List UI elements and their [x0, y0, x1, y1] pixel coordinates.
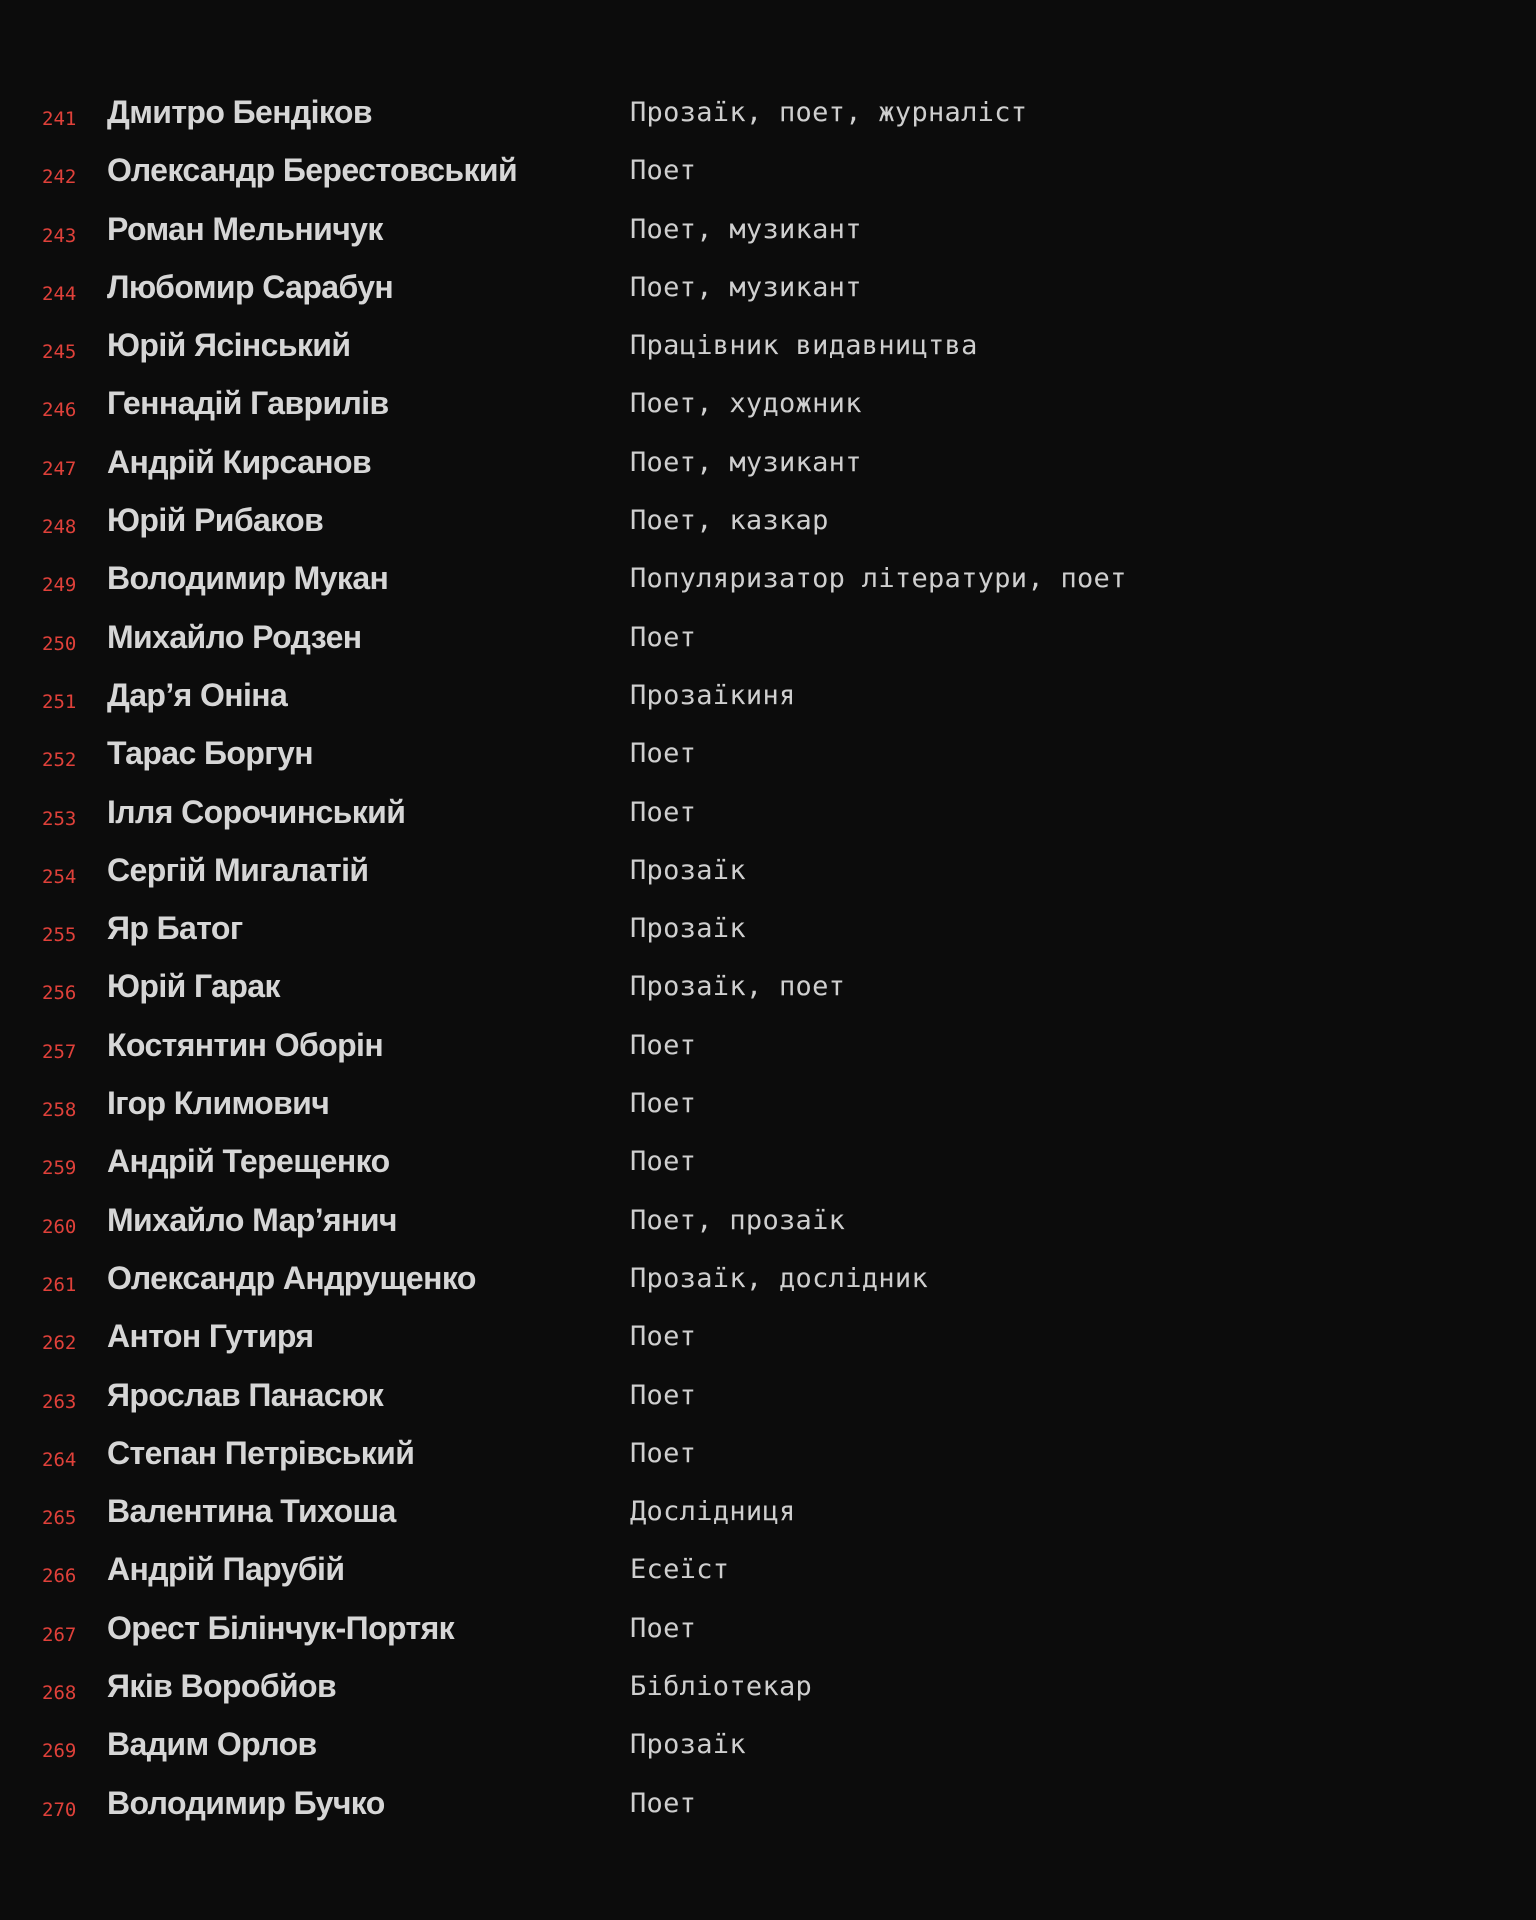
row-number: 270	[42, 1798, 77, 1821]
person-name: Дар’я Оніна	[107, 676, 288, 713]
person-role: Поет, музикант	[630, 446, 862, 478]
row-number: 262	[42, 1332, 77, 1355]
row-number: 242	[42, 166, 77, 189]
person-role: Поет	[630, 1029, 697, 1061]
list-item	[0, 322, 1536, 380]
person-role: Популяризатор літератури, поет	[630, 563, 1127, 595]
row-number: 261	[42, 1273, 77, 1296]
person-name: Андрій Кирсанов	[107, 443, 372, 480]
person-role: Поет, художник	[630, 388, 862, 420]
person-role: Поет	[630, 621, 697, 653]
list-item	[0, 439, 1536, 497]
person-role: Дослідниця	[630, 1496, 796, 1528]
person-name: Юрій Ясінський	[107, 327, 351, 364]
person-role: Поет	[630, 1787, 697, 1819]
person-role: Поет, музикант	[630, 213, 862, 245]
person-role: Поет	[630, 1379, 697, 1411]
list-item	[0, 89, 1536, 147]
person-name: Олександр Берестовський	[107, 152, 518, 189]
list-item	[0, 905, 1536, 963]
list-item	[0, 847, 1536, 905]
list-item	[0, 614, 1536, 672]
row-number: 260	[42, 1215, 77, 1238]
person-name: Орест Білінчук-Портяк	[107, 1609, 455, 1646]
person-name: Андрій Терещенко	[107, 1143, 390, 1180]
list-item	[0, 1022, 1536, 1080]
row-number: 266	[42, 1565, 77, 1588]
person-role: Бібліотекар	[630, 1671, 813, 1703]
row-number: 254	[42, 865, 77, 888]
row-number: 253	[42, 807, 77, 830]
person-role: Прозаїк	[630, 913, 746, 945]
list-item	[0, 963, 1536, 1021]
person-name: Юрій Рибаков	[107, 502, 324, 539]
row-number: 258	[42, 1099, 77, 1122]
person-name: Михайло Родзен	[107, 618, 362, 655]
person-name: Юрій Гарак	[107, 968, 280, 1005]
row-number: 268	[42, 1682, 77, 1705]
person-name: Любомир Сарабун	[107, 268, 394, 305]
list-item	[0, 1780, 1536, 1838]
person-role: Прозаїк, поет, журналіст	[630, 97, 1028, 128]
person-role: Прозаїк, поет	[630, 971, 846, 1003]
person-role: Поет, казкар	[630, 505, 829, 537]
row-number: 252	[42, 749, 77, 772]
person-name: Геннадій Гаврилів	[107, 385, 389, 422]
list-item	[0, 206, 1536, 264]
person-name: Олександр Андрущенко	[107, 1259, 476, 1296]
list-item	[0, 1721, 1536, 1779]
list-item	[0, 1663, 1536, 1721]
row-number: 244	[42, 282, 77, 305]
row-number: 248	[42, 516, 77, 539]
row-number: 264	[42, 1448, 77, 1471]
person-name: Сергій Мигалатій	[107, 851, 369, 888]
list-item	[0, 264, 1536, 322]
row-number: 245	[42, 341, 77, 364]
person-role: Есеїст	[630, 1554, 730, 1586]
row-number: 269	[42, 1740, 77, 1763]
list-item	[0, 1605, 1536, 1663]
list-item	[0, 1255, 1536, 1313]
person-name: Яків Воробйов	[107, 1668, 337, 1705]
row-number: 263	[42, 1390, 77, 1413]
row-number: 247	[42, 457, 77, 480]
person-name: Ігор Климович	[107, 1085, 330, 1122]
list-item	[0, 380, 1536, 438]
list-item	[0, 1080, 1536, 1138]
person-role: Поет	[630, 155, 697, 187]
row-number: 243	[42, 224, 77, 247]
row-number: 249	[42, 574, 77, 597]
person-name: Роман Мельничук	[107, 210, 383, 247]
person-role: Поет	[630, 1146, 697, 1178]
person-name: Володимир Мукан	[107, 560, 389, 597]
list-item	[0, 730, 1536, 788]
row-number: 259	[42, 1157, 77, 1180]
person-role: Поет	[630, 738, 697, 770]
person-name: Антон Гутиря	[107, 1318, 314, 1355]
person-role: Прозаїкиня	[630, 679, 796, 711]
person-name: Костянтин Оборін	[107, 1026, 384, 1063]
list-item	[0, 789, 1536, 847]
row-number: 246	[42, 399, 77, 422]
person-role: Поет, музикант	[630, 271, 862, 303]
person-name: Степан Петрівський	[107, 1434, 415, 1471]
row-number: 241	[42, 108, 77, 130]
person-name: Валентина Тихоша	[107, 1493, 396, 1530]
list-item	[0, 1488, 1536, 1546]
row-number: 255	[42, 924, 77, 947]
row-number: 257	[42, 1040, 77, 1063]
person-role: Поет	[630, 1088, 697, 1120]
person-role: Прозаїк, дослідник	[630, 1262, 928, 1294]
person-name: Ілля Сорочинський	[107, 793, 406, 830]
person-name: Вадим Орлов	[107, 1726, 317, 1763]
person-name: Михайло Мар’янич	[107, 1201, 397, 1238]
person-role: Поет	[630, 796, 697, 828]
person-role: Поет	[630, 1612, 697, 1644]
person-name: Дмитро Бендіков	[107, 94, 372, 130]
person-role: Прозаїк	[630, 854, 746, 886]
list-item	[0, 1430, 1536, 1488]
people-list	[0, 89, 1536, 1838]
person-name: Андрій Парубій	[107, 1551, 345, 1588]
row-number: 251	[42, 690, 77, 713]
list-item	[0, 497, 1536, 555]
person-role: Прозаїк	[630, 1729, 746, 1761]
person-role: Працівник видавництва	[630, 330, 978, 362]
person-name: Ярослав Панасюк	[107, 1376, 384, 1413]
list-item	[0, 1372, 1536, 1430]
list-item	[0, 1197, 1536, 1255]
list-item	[0, 1138, 1536, 1196]
row-number: 265	[42, 1507, 77, 1530]
person-role: Поет	[630, 1437, 697, 1469]
person-name: Яр Батог	[107, 910, 243, 947]
list-item	[0, 147, 1536, 205]
row-number: 250	[42, 632, 77, 655]
row-number: 256	[42, 982, 77, 1005]
list-item	[0, 1546, 1536, 1604]
person-name: Володимир Бучко	[107, 1784, 385, 1821]
person-role: Поет	[630, 1321, 697, 1353]
list-item	[0, 672, 1536, 730]
person-role: Поет, прозаїк	[630, 1204, 846, 1236]
list-item	[0, 1313, 1536, 1371]
row-number: 267	[42, 1623, 77, 1646]
list-item	[0, 555, 1536, 613]
person-name: Тарас Боргун	[107, 735, 313, 772]
